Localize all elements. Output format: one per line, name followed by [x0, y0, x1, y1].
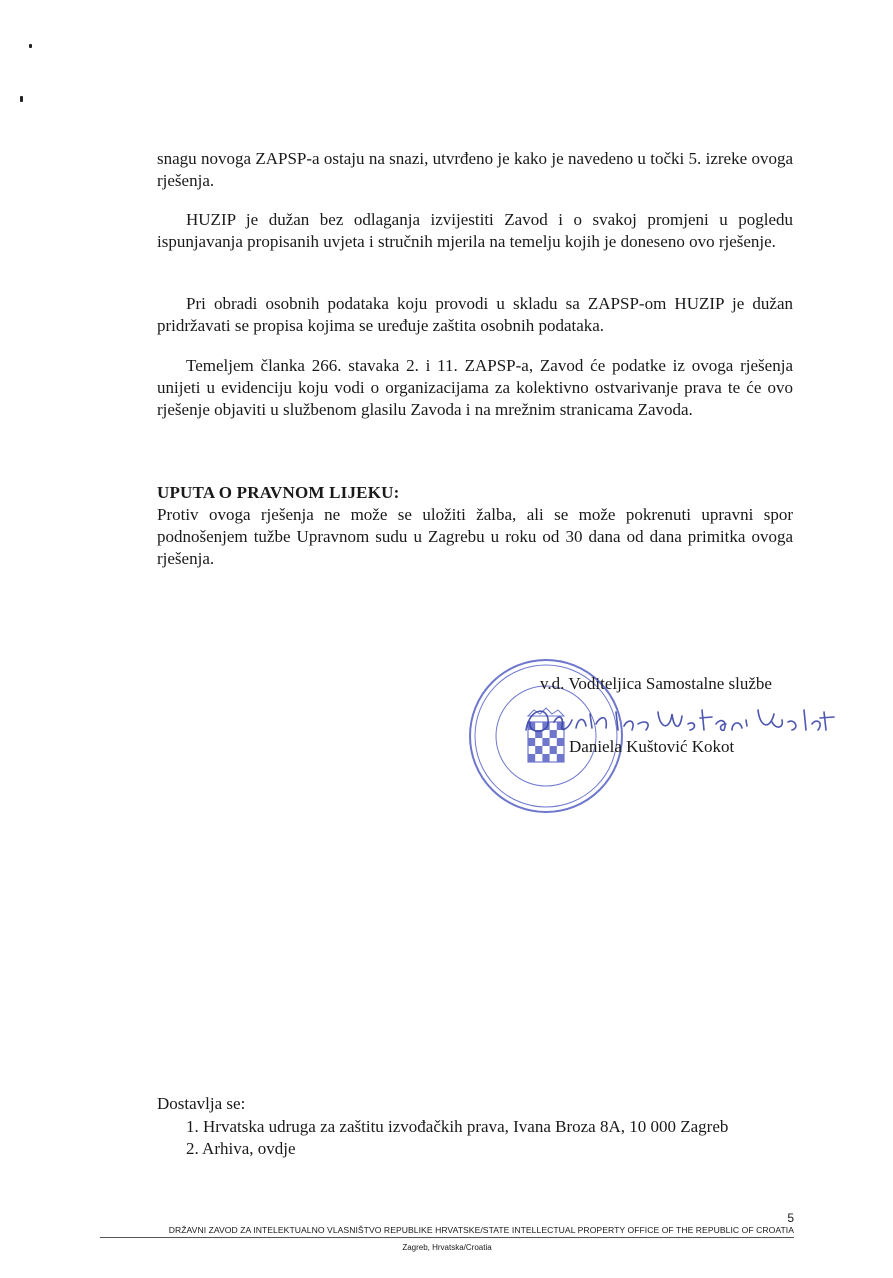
footer-office-name: DRŽAVNI ZAVOD ZA INTELEKTUALNO VLASNIŠTVO REPUBLIKE HRVATSKE/STATE INTELLECTUAL PROPERTY OFFICE OF THE REPUBLIC OF CROATIA — [168, 1225, 794, 1235]
paragraph-registry: Temeljem članka 266. stavaka 2. i 11. ZAPSP-a, Zavod će podatke iz ovoga rješenja unijeti u evidenciju koju vodi o organizacijama za kolektivno ostvarivanje prava te će ovo rješenje objaviti u službenom glasilu Zavoda i na mrežnim stranicama Zavoda. — [157, 356, 793, 419]
delivery-label: Dostavlja se: — [157, 1094, 246, 1113]
scan-speck — [29, 44, 32, 48]
signatory-name: Daniela Kuštović Kokot — [569, 737, 735, 756]
list-item: 2. Arhiva, ovdje — [186, 1139, 296, 1158]
paragraph-continuation: snagu novoga ZAPSP-a ostaju na snazi, utvrđeno je kako je navedeno u točki 5. izreke ovoga rješenja. — [157, 149, 793, 190]
scan-speck — [20, 96, 23, 102]
page-number: 5 — [787, 1211, 794, 1225]
footer-divider — [100, 1237, 794, 1238]
paragraph-notification-duty: HUZIP je dužan bez odlaganja izvijestiti Zavod i o svakoj promjeni u pogledu ispunjavanja propisanih uvjeta i stručnih mjerila na temelju kojih je doneseno ovo rješenje. — [157, 210, 793, 251]
list-item: 1. Hrvatska udruga za zaštitu izvođačkih prava, Ivana Broza 8A, 10 000 Zagreb — [186, 1117, 729, 1136]
delivery-list — [186, 1116, 728, 1160]
paragraph-data-protection: Pri obradi osobnih podataka koju provodi u skladu sa ZAPSP-om HUZIP je dužan pridržavati se propisa kojima se uređuje zaštita osobnih podataka. — [157, 294, 793, 335]
footer-location: Zagreb, Hrvatska/Croatia — [402, 1243, 492, 1252]
handwritten-signature — [520, 700, 840, 740]
legal-remedy-heading: UPUTA O PRAVNOM LIJEKU: — [157, 483, 400, 502]
legal-remedy-text: Protiv ovoga rješenja ne može se uložiti žalba, ali se može pokrenuti upravni spor podnošenjem tužbe Upravnom sudu u Zagrebu u roku od 30 dana od dana primitka ovoga rješenja. — [157, 505, 793, 568]
signatory-title: v.d. Voditeljica Samostalne službe — [540, 674, 772, 693]
